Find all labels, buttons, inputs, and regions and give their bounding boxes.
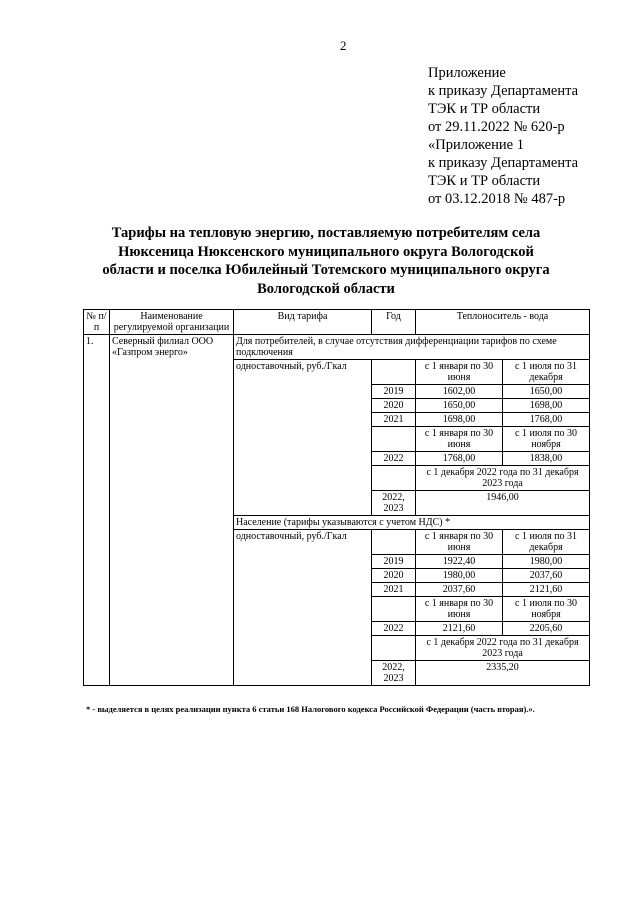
value-cell: 1980,00 xyxy=(416,569,503,583)
period-header: с 1 июля по 30 ноября xyxy=(503,427,590,452)
appendix-block xyxy=(428,64,578,208)
appendix-line: ТЭК и ТР области xyxy=(428,173,541,189)
appendix-line: ТЭК и ТР области xyxy=(428,101,541,117)
appendix-line: «Приложение 1 xyxy=(428,137,524,153)
value-cell: 2335,20 xyxy=(416,661,590,686)
year-cell: 2022, 2023 xyxy=(372,661,416,686)
value-cell: 1698,00 xyxy=(503,399,590,413)
value-cell: 2121,60 xyxy=(416,622,503,636)
period-header: с 1 декабря 2022 года по 31 декабря 2023 года xyxy=(416,466,590,491)
value-cell: 1602,00 xyxy=(416,385,503,399)
value-cell: 2121,60 xyxy=(503,583,590,597)
value-cell: 1650,00 xyxy=(503,385,590,399)
section-heading: Для потребителей, в случае отсутствия дифференциации тарифов по схеме подключения xyxy=(234,335,590,360)
value-cell: 1838,00 xyxy=(503,452,590,466)
year-cell: 2021 xyxy=(372,583,416,597)
appendix-order-date: от 29.11.2022 № 620-р xyxy=(428,119,565,135)
value-cell: 1650,00 xyxy=(416,399,503,413)
year-cell: 2020 xyxy=(372,569,416,583)
year-cell: 2022, 2023 xyxy=(372,491,416,516)
page-number: 2 xyxy=(340,38,347,53)
document-title: Тарифы на тепловую энергию, поставляемую потребителям села Нюксеница Нюксенского муниципального округа Вологодской области и поселка Юбилейный Тотемского муниципального округа Вологодской области xyxy=(102,225,550,297)
value-cell: 2037,60 xyxy=(416,583,503,597)
value-cell: 2037,60 xyxy=(503,569,590,583)
year-cell: 2021 xyxy=(372,413,416,427)
header-num: № п/п xyxy=(84,310,110,335)
period-header: с 1 января по 30 июня xyxy=(416,360,503,385)
tariff-table xyxy=(83,309,590,686)
header-carrier: Теплоноситель - вода xyxy=(416,310,590,335)
value-cell: 1698,00 xyxy=(416,413,503,427)
header-org: Наименование регулируемой организации xyxy=(110,310,234,335)
header-type: Вид тарифа xyxy=(234,310,372,335)
table-row xyxy=(84,335,590,360)
appendix-line: к приказу Департамента xyxy=(428,83,579,99)
period-header: с 1 января по 30 июня xyxy=(416,597,503,622)
tariff-type: одноставочный, руб./Гкал xyxy=(234,530,372,686)
value-cell: 1980,00 xyxy=(503,555,590,569)
year-cell: 2019 xyxy=(372,385,416,399)
header-year: Год xyxy=(372,310,416,335)
appendix-line: Приложение xyxy=(428,65,506,81)
appendix-line: к приказу Департамента xyxy=(428,155,579,171)
year-cell: 2022 xyxy=(372,452,416,466)
appendix-line: от 03.12.2018 № 487-р xyxy=(428,191,566,207)
period-header: с 1 декабря 2022 года по 31 декабря 2023 года xyxy=(416,636,590,661)
tariff-type: одноставочный, руб./Гкал xyxy=(234,360,372,516)
value-cell: 1768,00 xyxy=(416,452,503,466)
year-cell: 2020 xyxy=(372,399,416,413)
period-header: с 1 июля по 31 декабря xyxy=(503,530,590,555)
value-cell: 1768,00 xyxy=(503,413,590,427)
row-number: 1. xyxy=(84,335,110,686)
value-cell: 1946,00 xyxy=(416,491,590,516)
year-cell: 2022 xyxy=(372,622,416,636)
period-header: с 1 июля по 30 ноября xyxy=(503,597,590,622)
value-cell: 2205,60 xyxy=(503,622,590,636)
period-header: с 1 июля по 31 декабря xyxy=(503,360,590,385)
table-header-row xyxy=(84,310,590,335)
value-cell: 1922,40 xyxy=(416,555,503,569)
period-header: с 1 января по 30 июня xyxy=(416,427,503,452)
organization-name: Северный филиал ООО «Газпром энерго» xyxy=(110,335,234,686)
year-cell: 2019 xyxy=(372,555,416,569)
period-header: с 1 января по 30 июня xyxy=(416,530,503,555)
section-heading: Население (тарифы указываются с учетом НДС) * xyxy=(234,516,590,530)
footnote: * - выделяется в целях реализации пункта 6 статьи 168 Налогового кодекса Российской Федерации (часть вторая).». xyxy=(86,704,535,714)
